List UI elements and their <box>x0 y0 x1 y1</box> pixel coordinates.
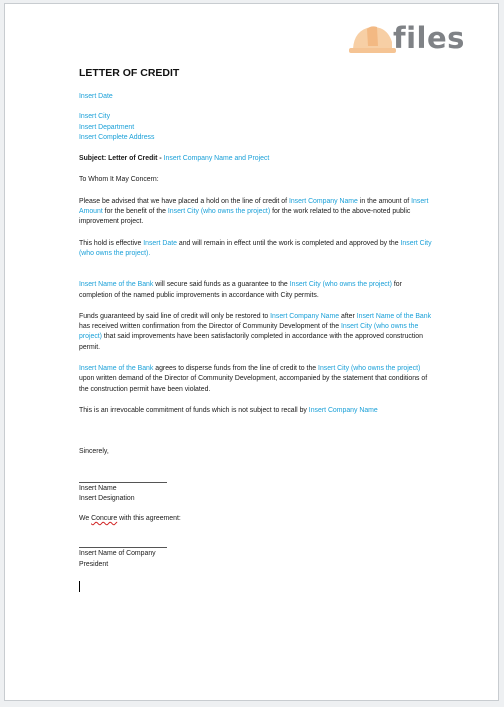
date-placeholder: Insert Date <box>79 93 113 100</box>
letter-body <box>79 66 435 596</box>
text-cursor[interactable] <box>79 581 80 592</box>
text: for the work related to the above-noted public improvement project. <box>79 208 411 226</box>
address-placeholder: Insert Complete Address <box>79 133 155 141</box>
paragraph-hold <box>79 197 435 228</box>
signature-line <box>79 538 167 548</box>
subject-label: Subject: Letter of Credit - <box>79 155 162 163</box>
paragraph-funds-restored <box>79 312 435 353</box>
subject-line <box>79 154 435 164</box>
amount-placeholder: Insert Amount <box>79 197 429 216</box>
text: Funds guaranteed by said line of credit will only be restored to <box>79 312 269 320</box>
text: agrees to disperse funds from the line of credit to the <box>155 365 317 373</box>
city-owner-placeholder: Insert City (who owns the project) <box>318 365 421 373</box>
text: with this agreement: <box>119 515 181 523</box>
document-page <box>4 3 499 701</box>
paragraph-effective <box>79 239 435 260</box>
bank-placeholder: Insert Name of the Bank <box>79 281 154 289</box>
company-placeholder: Insert Company Name <box>288 197 358 205</box>
department-placeholder: Insert Department <box>79 123 135 131</box>
bank-placeholder: Insert Name of the Bank <box>356 312 432 320</box>
hardhat-icon <box>347 22 399 58</box>
signature-line <box>79 473 167 483</box>
salutation: To Whom It May Concern: <box>79 176 159 184</box>
signer-name: Insert Name <box>79 484 117 492</box>
text: in the amount of <box>359 197 410 205</box>
signer-designation: Insert Designation <box>79 494 135 502</box>
city-owner-placeholder: Insert City (who owns the project). <box>79 239 432 257</box>
subject-placeholder: Insert Company Name and Project <box>163 155 270 163</box>
city-placeholder: Insert City <box>79 113 111 121</box>
bank-placeholder: Insert Name of the Bank <box>79 365 154 373</box>
text: for completion of the named public improvements in accordance with City permits. <box>79 281 402 299</box>
paragraph-disperse <box>79 364 435 395</box>
text: We <box>79 515 90 523</box>
text: and will remain in effect until the work is completed and approved by the <box>178 239 399 247</box>
concur-line <box>79 514 435 524</box>
text: Please be advised that we have placed a hold on the line of credit of <box>79 197 288 205</box>
logo-text: files <box>393 21 465 55</box>
company-title: President <box>79 560 109 568</box>
city-owner-placeholder: Insert City (who owns the project) <box>79 323 419 341</box>
text: upon written demand of the Director of Community Development, accompanied by the statement that conditions of the construction permit have been violated. <box>79 375 428 393</box>
company-placeholder: Insert Company Name <box>270 312 340 320</box>
company-name: Insert Name of Company <box>79 550 156 558</box>
text: for the benefit of the <box>104 208 166 216</box>
city-owner-placeholder: Insert City (who owns the project) <box>289 281 392 289</box>
company-placeholder: Insert Company Name <box>308 406 378 414</box>
text: This is an irrevocable commitment of funds which is not subject to recall by <box>79 406 307 414</box>
letter-title: LETTER OF CREDIT <box>79 67 180 79</box>
closing: Sincerely, <box>79 448 109 456</box>
misspelled-word[interactable]: Concure <box>91 515 118 523</box>
paragraph-bank-secure <box>79 280 435 301</box>
text: after <box>341 312 355 320</box>
text: that said improvements have been satisfactorily completed in accordance with the approved construction permit. <box>79 333 423 351</box>
files-logo <box>347 22 465 58</box>
text: will secure said funds as a guarantee to the <box>155 281 288 289</box>
text: has received written confirmation from the Director of Community Development of the <box>79 323 340 331</box>
city-owner-placeholder: Insert City (who owns the project) <box>167 208 271 216</box>
text: This hold is effective <box>79 239 142 247</box>
paragraph-irrevocable <box>79 406 435 416</box>
date-placeholder: Insert Date <box>143 239 177 247</box>
